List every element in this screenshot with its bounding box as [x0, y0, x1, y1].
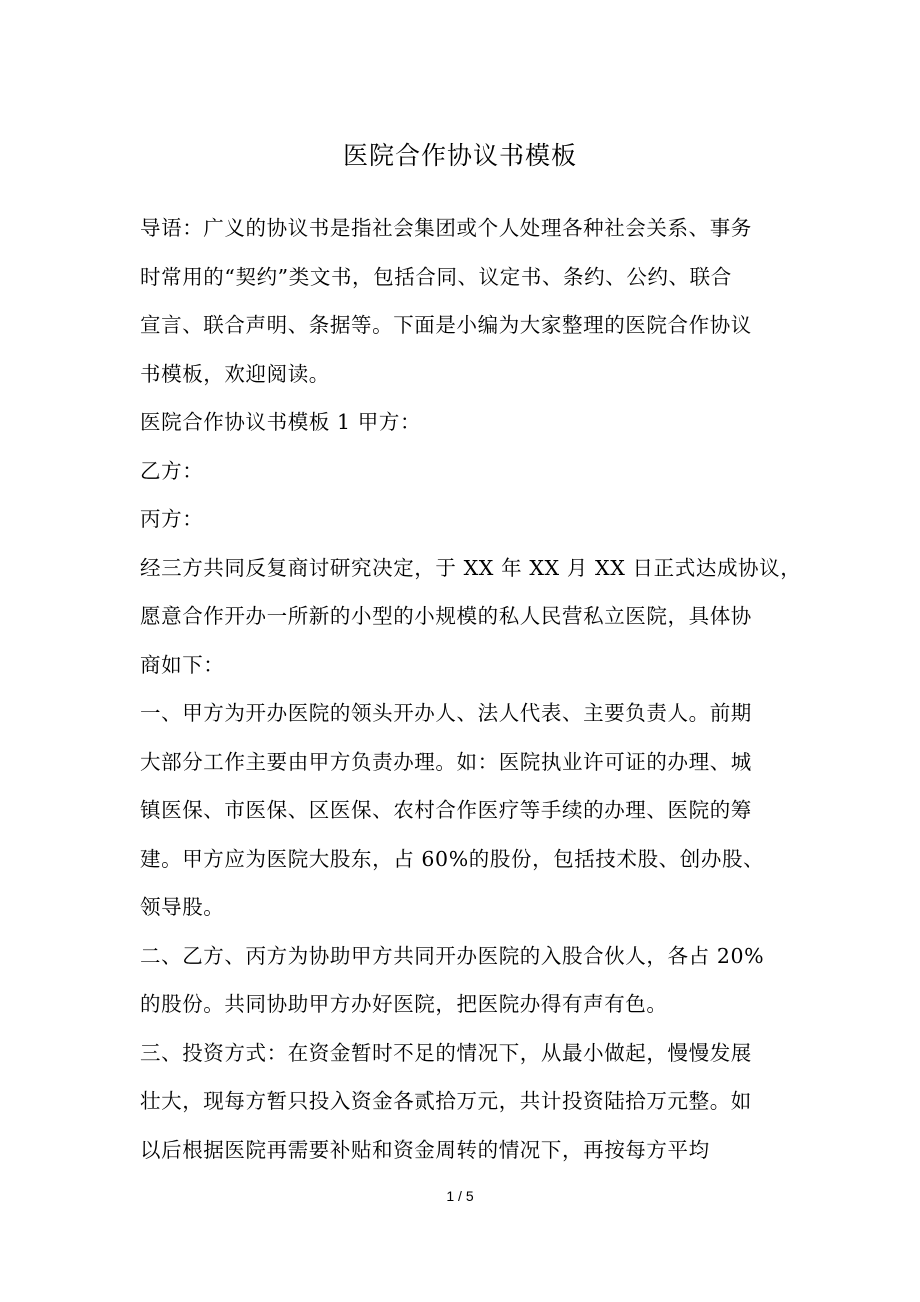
body-line: 乙方： — [140, 458, 204, 483]
body-line: 建。甲方应为医院大股东，占 60%的股份，包括技术股、创办股、 — [140, 846, 765, 871]
body-line: 宣言、联合声明、条据等。下面是小编为大家整理的医院合作协议 — [140, 313, 752, 337]
page-number: 1 / 5 — [446, 1188, 474, 1204]
body-line: 丙方： — [140, 507, 204, 531]
body-line: 二、乙方、丙方为协助甲方共同开办医院的入股合伙人，各占 20% — [140, 943, 765, 968]
document-body — [140, 204, 802, 1174]
body-line: 商如下： — [140, 652, 225, 677]
body-line: 大部分工作主要由甲方负责办理。如：医院执业许可证的办理、城 — [140, 749, 752, 774]
body-line: 医院合作协议书模板 1 甲方： — [140, 410, 422, 434]
body-line: 镇医保、市医保、区医保、农村合作医疗等手续的办理、医院的筹 — [140, 798, 752, 822]
body-line: 的股份。共同协助甲方办好医院，把医院办得有声有色。 — [140, 992, 668, 1016]
body-line: 以后根据医院再需要补贴和资金周转的情况下，再按每方平均 — [140, 1137, 710, 1162]
document-title: 医院合作协议书模板 — [342, 141, 577, 170]
body-line: 壮大，现每方暂只投入资金各贰拾万元，共计投资陆拾万元整。如 — [140, 1089, 752, 1113]
body-line: 书模板，欢迎阅读。 — [140, 361, 330, 386]
body-line: 愿意合作开办一所新的小型的小规模的私人民营私立医院，具体协 — [140, 604, 752, 628]
body-line: 一、甲方为开办医院的领头开办人、法人代表、主要负责人。前期 — [140, 701, 752, 725]
body-line: 三、投资方式：在资金暂时不足的情况下，从最小做起，慢慢发展 — [140, 1040, 752, 1065]
body-line: 经三方共同反复商讨研究决定，于 XX 年 XX 月 XX 日正式达成协议， — [140, 555, 802, 580]
body-line: 领导股。 — [140, 895, 225, 919]
body-line: 时常用的“契约”类文书，包括合同、议定书、条约、公约、联合 — [140, 264, 732, 289]
body-line: 导语：广义的协议书是指社会集团或个人处理各种社会关系、事务 — [140, 216, 752, 240]
